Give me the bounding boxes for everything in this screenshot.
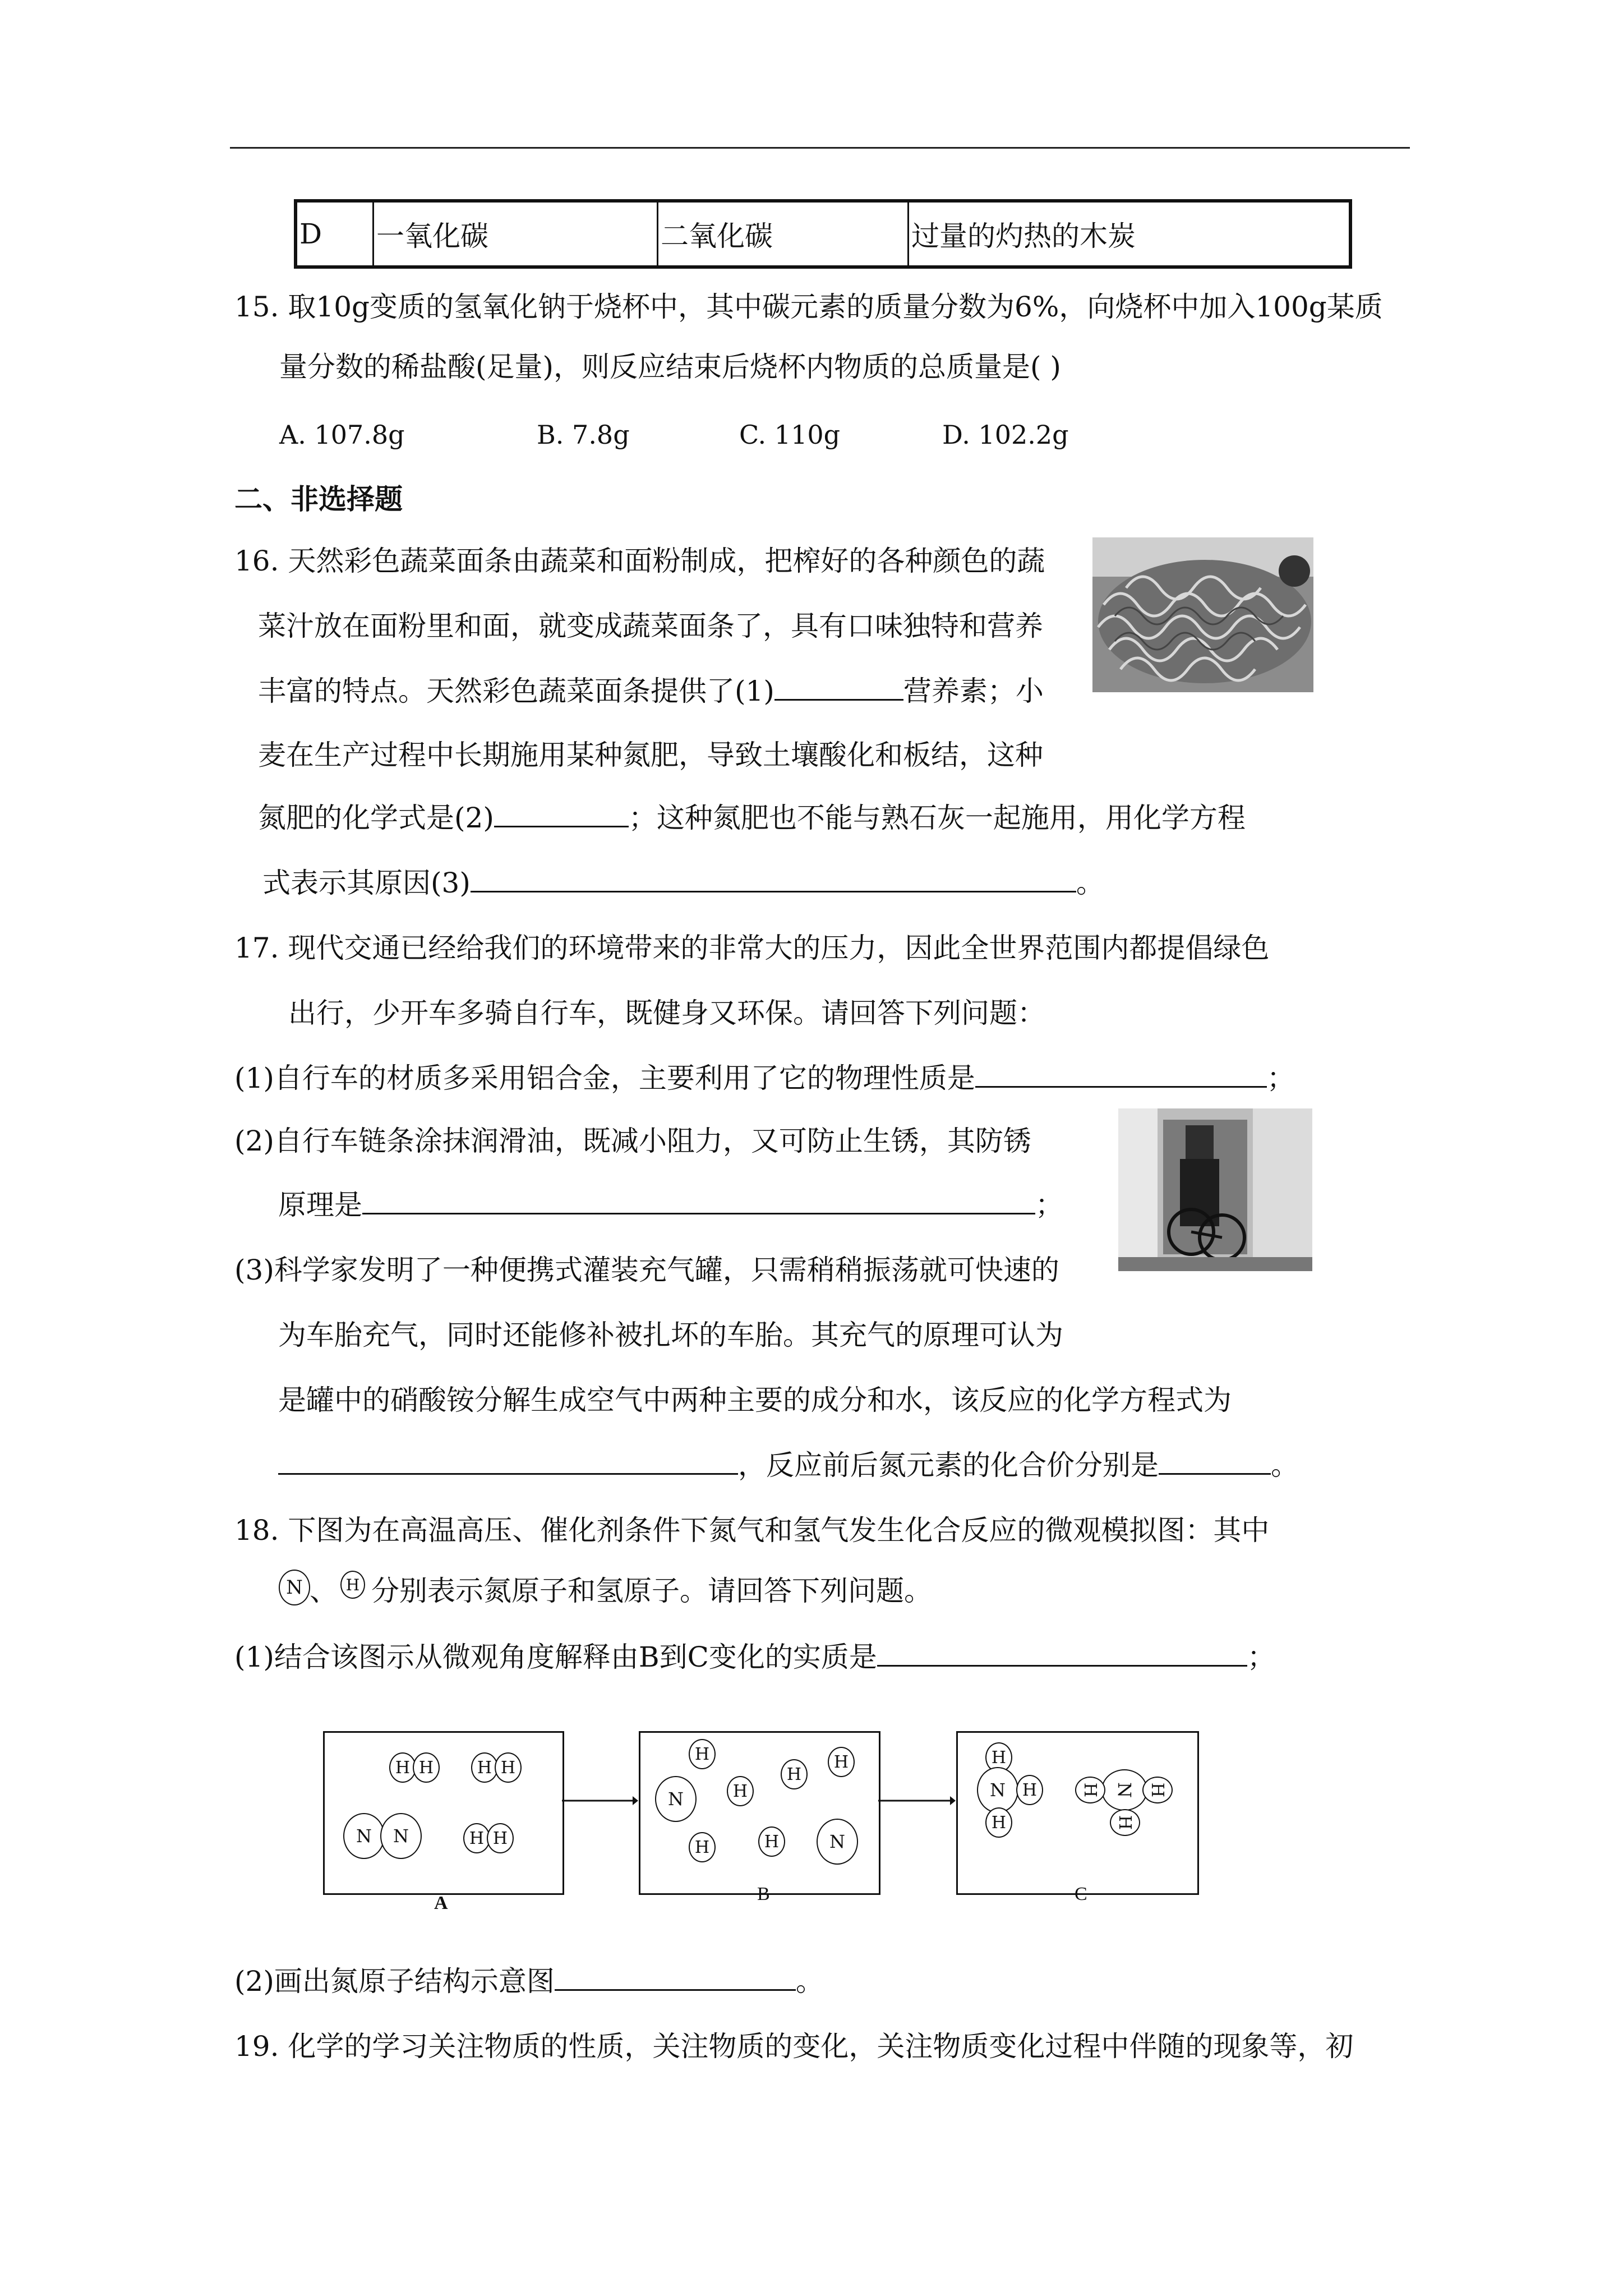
q17-line3: (1)自行车的材质多采用铝合金，主要利用了它的物理性质是 ； (234, 1062, 1295, 1094)
hydrogen-atom: H (985, 1807, 1012, 1838)
q17-line2: 出行，少开车多骑自行车，既健身又环保。请回答下列问题： (288, 997, 1045, 1029)
blank-18-2[interactable] (555, 1964, 796, 1991)
hydrogen-atom-legend-icon: H (340, 1571, 365, 1599)
q15-option-a: A. 107.8g (279, 420, 405, 450)
blank-18-1[interactable] (877, 1640, 1247, 1667)
q16-line4: 麦在生产过程中长期施用某种氮肥，导致土壤酸化和板结，这种 (258, 739, 1043, 771)
hydrogen-atom: H (781, 1759, 808, 1789)
hydrogen-atom: H (471, 1752, 498, 1783)
q16-line5: 氮肥的化学式是(2) ；这种氮肥也不能与熟石灰一起施用，用化学方程 (258, 802, 1246, 834)
hydrogen-atom: H (689, 1832, 716, 1862)
hydrogen-atom: H (727, 1776, 754, 1806)
hydrogen-atom: H (495, 1752, 522, 1783)
arrow-b-to-c (877, 1789, 957, 1812)
q15-option-d: D. 102.2g (942, 420, 1069, 450)
nitrogen-atom: N (977, 1767, 1018, 1813)
nitrogen-atom-legend-icon: N (279, 1570, 310, 1605)
panel-b-label: B (757, 1884, 770, 1904)
q16-line3: 丰富的特点。天然彩色蔬菜面条提供了(1) 营养素；小 (258, 675, 1044, 707)
q16-line1: 16. 天然彩色蔬菜面条由蔬菜和面粉制成，把榨好的各种颜色的蔬 (234, 545, 1045, 577)
cell-impurity: 二氧化碳 (658, 201, 909, 267)
hydrogen-atom: H (828, 1747, 855, 1777)
blank-17-2[interactable] (362, 1188, 1035, 1214)
hydrogen-atom: H (413, 1752, 440, 1783)
noodles-photo (1092, 537, 1313, 692)
panel-a-label: A (434, 1893, 448, 1913)
hydrogen-atom: H (1016, 1775, 1043, 1805)
blank-16-3[interactable] (471, 866, 1076, 892)
nitrogen-atom: N (817, 1819, 858, 1865)
q17-line4: (2)自行车链条涂抹润滑油，既减小阻力，又可防止生锈，其防锈 (234, 1125, 1031, 1157)
bicycle-photo (1118, 1108, 1312, 1271)
q18-line4: (2)画出氮原子结构示意图 。 (234, 1965, 824, 1998)
q16-line6: 式表示其原因(3) 。 (262, 867, 1104, 899)
hydrogen-atom: H (985, 1742, 1012, 1773)
q15-line2: 量分数的稀盐酸(足量)，则反应结束后烧杯内物质的总质量是( ) (279, 351, 1061, 383)
blank-16-2[interactable] (494, 801, 629, 827)
arrow-a-to-b (561, 1789, 639, 1812)
q17-line9: ，反应前后氮元素的化合价分别是 。 (278, 1448, 1299, 1482)
hydrogen-atom: H (1075, 1777, 1105, 1803)
hydrogen-atom: H (1142, 1777, 1173, 1803)
hydrogen-atom: H (463, 1823, 490, 1853)
hydrogen-atom: H (487, 1823, 514, 1853)
q17-line1: 17. 现代交通已经给我们的环境带来的非常大的压力，因此全世界范围内都提倡绿色 (234, 932, 1270, 964)
q18-separator: 、 (310, 1575, 338, 1607)
q16-line2: 菜汁放在面粉里和面，就变成蔬菜面条了，具有口味独特和营养 (258, 610, 1043, 642)
section-title: 二、非选择题 (234, 482, 403, 516)
q15-option-c: C. 110g (739, 420, 841, 450)
q17-line6: (3)科学家发明了一种便携式灌装充气罐，只需稍稍振荡就可快速的 (234, 1254, 1059, 1286)
noodles-illustration (1092, 537, 1313, 692)
options-table-row (294, 199, 1352, 269)
blank-17-3[interactable] (278, 1448, 738, 1475)
blank-17-1[interactable] (975, 1061, 1267, 1088)
hydrogen-atom: H (1110, 1809, 1140, 1836)
cell-option: D (296, 201, 374, 267)
q17-line8: 是罐中的硝酸铵分解生成空气中两种主要的成分和水，该反应的化学方程式为 (278, 1384, 1232, 1416)
bicycle-illustration (1118, 1108, 1312, 1271)
q15-option-b: B. 7.8g (537, 420, 630, 450)
panel-c-label: C (1075, 1884, 1087, 1904)
q18-line2: 分别表示氮原子和氢原子。请回答下列问题。 (371, 1575, 932, 1607)
nitrogen-atom: N (380, 1813, 422, 1859)
nitrogen-atom: N (343, 1813, 385, 1859)
header-rule (230, 147, 1410, 149)
hydrogen-atom: H (389, 1752, 416, 1783)
nitrogen-atom: N (1101, 1769, 1147, 1811)
blank-16-1[interactable] (774, 674, 903, 701)
q19-line1: 19. 化学的学习关注物质的性质，关注物质的变化，关注物质变化过程中伴随的现象等，初 (234, 2030, 1354, 2063)
cell-method: 过量的灼热的木炭 (909, 201, 1351, 267)
blank-17-4[interactable] (1159, 1448, 1271, 1475)
cell-substance: 一氧化碳 (374, 201, 658, 267)
q18-line3: (1)结合该图示从微观角度解释由B到C变化的实质是 ； (234, 1641, 1275, 1673)
q18-line1: 18. 下图为在高温高压、催化剂条件下氮气和氢气发生化合反应的微观模拟图：其中 (234, 1514, 1270, 1547)
q17-line5: 原理是 ； (278, 1189, 1063, 1221)
q15-line1: 15. 取10g变质的氢氧化钠于烧杯中，其中碳元素的质量分数为6%，向烧杯中加入100g某质 (234, 291, 1383, 323)
hydrogen-atom: H (689, 1739, 716, 1769)
hydrogen-atom: H (758, 1826, 785, 1857)
nitrogen-atom: N (655, 1776, 697, 1822)
q17-line7: 为车胎充气，同时还能修补被扎坏的车胎。其充气的原理可认为 (278, 1319, 1063, 1351)
